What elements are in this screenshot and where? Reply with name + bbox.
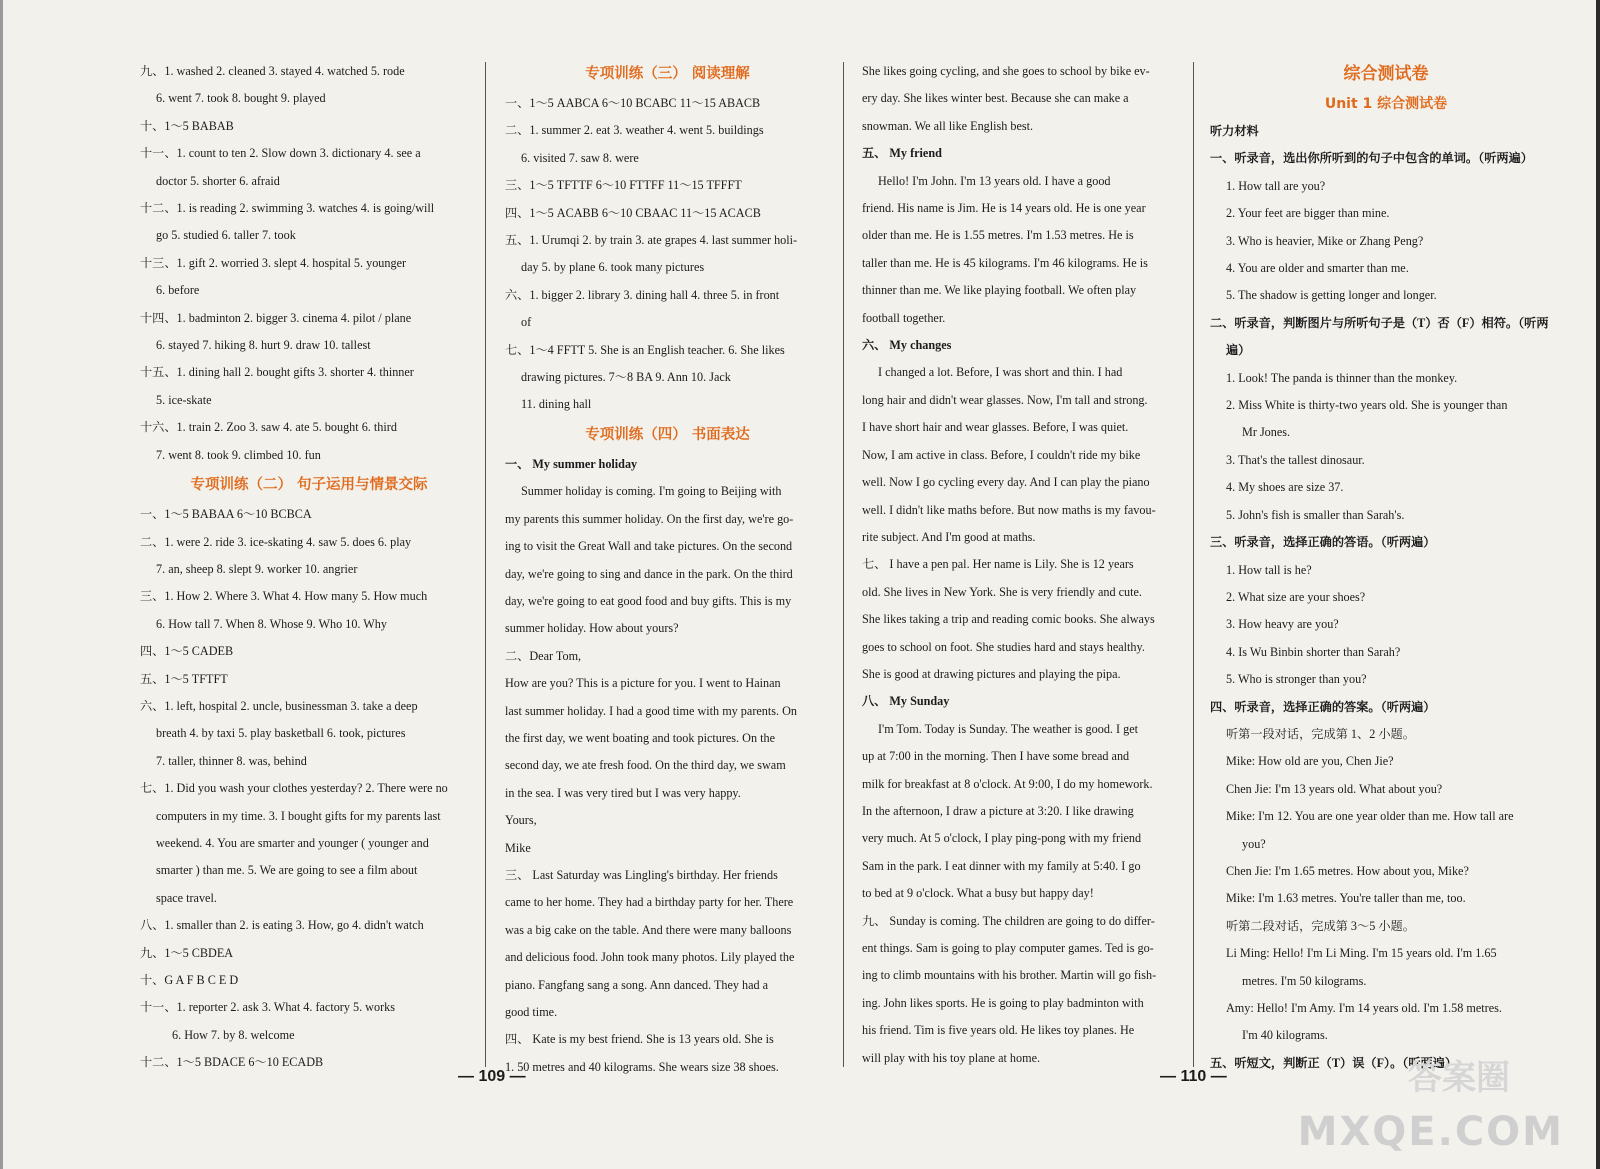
text-line: 八、1. smaller than 2. is eating 3. How, go 4. didn't watch [140, 918, 424, 933]
text-line: 八、 My Sunday [862, 694, 950, 709]
text-line: 5. The shadow is getting longer and longer. [1226, 288, 1437, 303]
section-heading: Unit 1 综合测试卷 [1324, 96, 1448, 112]
text-line: 十五、1. dining hall 2. bought gifts 3. shorter 4. thinner [140, 365, 414, 380]
text-line: 3. That's the tallest dinosaur. [1226, 452, 1365, 467]
text-line: ent things. Sam is going to play computer games. Ted is go- [862, 941, 1154, 955]
text-line: 三、 Last Saturday was Lingling's birthday. Her friends [505, 867, 778, 882]
text-line: ing to visit the Great Wall and take pictures. On the second [505, 539, 793, 554]
page-number-right: — 110 — [1160, 1068, 1227, 1085]
text-line: 三、听录音，选择正确的答语。（听两遍） [1210, 535, 1436, 550]
text-line: 九、1. washed 2. cleaned 3. stayed 4. watched 5. rode [140, 64, 405, 78]
text-line: 二、Dear Tom, [505, 648, 582, 663]
column-divider [485, 62, 486, 1067]
text-line: was a big cake on the table. And there were many balloons [505, 922, 792, 937]
text-line: 十二、1. is reading 2. swimming 3. watches 4. is going/will [140, 201, 435, 216]
text-line: 一、1～5 BABAA 6～10 BCBCA [140, 507, 312, 522]
text-line: goes to school on foot. She studies hard and stays healthy. [862, 639, 1145, 654]
text-line: 7. taller, thinner 8. was, behind [156, 753, 307, 768]
text-line: rite subject. And I'm good at maths. [862, 529, 1036, 544]
text-line: 六、1. bigger 2. library 3. dining hall 4. three 5. in front [505, 287, 780, 302]
text-line: 1. Look! The panda is thinner than the monkey. [1226, 370, 1458, 385]
text-line: the first day, we went boating and took pictures. On the [505, 730, 775, 745]
text-line: 4. Is Wu Binbin shorter than Sarah? [1226, 644, 1401, 659]
text-line: metres. I'm 50 kilograms. [1242, 973, 1367, 988]
text-line: 7. an, sheep 8. slept 9. worker 10. angrier [156, 561, 358, 576]
text-line: day, we're going to eat good food and buy gifts. This is my [505, 593, 792, 608]
text-line: you? [1242, 836, 1266, 851]
text-line: Yours, [505, 813, 537, 828]
text-line: Mike: How old are you, Chen Jie? [1226, 754, 1394, 769]
text-line: 1. How tall is he? [1226, 562, 1312, 577]
text-line: long hair and didn't wear glasses. Now, I'm tall and strong. [862, 392, 1148, 407]
text-line: 七、1～4 FFTT 5. She is an English teacher. 6. She likes [505, 342, 785, 357]
text-line: football together. [862, 310, 946, 325]
text-line: 十四、1. badminton 2. bigger 3. cinema 4. pilot / plane [140, 310, 412, 325]
watermark-url: MXQE.COM [1297, 1109, 1564, 1155]
text-line: 一、 My summer holiday [505, 456, 638, 471]
text-line: ery day. She likes winter best. Because she can make a [862, 91, 1129, 106]
text-line: doctor 5. shorter 6. afraid [156, 173, 280, 188]
text-line: in the sea. I was very tired but I was very happy. [505, 785, 741, 800]
section-heading: 综合测试卷 [1343, 64, 1429, 84]
text-line: Mike [505, 840, 531, 855]
text-line: will play with his toy plane at home. [862, 1050, 1041, 1065]
text-line: 十三、1. gift 2. worried 3. slept 4. hospital 5. younger [140, 255, 407, 270]
text-line: 十一、1. count to ten 2. Slow down 3. dictionary 4. see a [140, 146, 421, 161]
text-line: snowman. We all like English best. [862, 118, 1034, 133]
text-line: piano. Fangfang sang a song. Ann danced. They had a [505, 977, 769, 992]
text-line: 十一、1. reporter 2. ask 3. What 4. factory 5. works [140, 1000, 395, 1015]
text-line: came to her home. They had a birthday party for her. There [505, 895, 794, 910]
text-line: 5. John's fish is smaller than Sarah's. [1226, 507, 1405, 522]
text-line: I'm Tom. Today is Sunday. The weather is good. I get [878, 721, 1138, 736]
text-line: taller than me. He is 45 kilograms. I'm 46 kilograms. He is [862, 255, 1148, 270]
text-line: In the afternoon, I draw a picture at 3:20. I like drawing [862, 803, 1134, 818]
text-line: 九、 Sunday is coming. The children are going to do differ- [862, 913, 1155, 928]
text-line: weekend. 4. You are smarter and younger ( younger and [156, 835, 429, 850]
text-line: 四、1～5 ACABB 6～10 CBAAC 11～15 ACACB [505, 205, 761, 220]
text-line: Mike: I'm 1.63 metres. You're taller than me, too. [1226, 891, 1466, 906]
text-line: day, we're going to sing and dance in the park. On the third [505, 566, 793, 581]
text-line: 一、听录音，选出你所听到的句子中包含的单词。（听两遍） [1210, 151, 1533, 166]
column-1 [140, 58, 478, 1077]
text-line: summer holiday. How about yours? [505, 621, 679, 636]
text-line: How are you? This is a picture for you. I went to Hainan [505, 676, 781, 691]
text-line: 听第一段对话，完成第 1、2 小题。 [1226, 726, 1415, 741]
text-line: 11. dining hall [521, 397, 592, 412]
column-3 [862, 58, 1205, 1072]
text-line: old. She lives in New York. She is very friendly and cute. [862, 584, 1142, 599]
text-line: 2. Miss White is thirty-two years old. She is younger than [1226, 398, 1508, 413]
text-line: 4. You are older and smarter than me. [1226, 261, 1409, 276]
text-line: 6. before [156, 283, 200, 298]
text-line: 遍） [1226, 343, 1251, 358]
text-line: 七、 I have a pen pal. Her name is Lily. She is 12 years [862, 557, 1134, 572]
text-line: 九、1～5 CBDEA [140, 945, 234, 960]
text-line: 听力材料 [1210, 124, 1259, 138]
text-line: 十、G A F B C E D [140, 973, 239, 987]
text-line: 三、1～5 TFTTF 6～10 FTTFF 11～15 TFFFT [505, 178, 742, 193]
text-line: 五、1. Urumqi 2. by train 3. ate grapes 4. last summer holi- [505, 233, 798, 248]
text-line: 3. Who is heavier, Mike or Zhang Peng? [1226, 233, 1424, 248]
text-line: thinner than me. We like playing football. We often play [862, 283, 1137, 298]
watermark-logo: 答案圈 [1408, 1058, 1510, 1098]
right-edge [1596, 0, 1600, 1169]
section-heading: 专项训练（二） 句子运用与情景交际 [190, 477, 428, 494]
text-line: 六、 My changes [862, 338, 952, 353]
text-line: She likes going cycling, and she goes to school by bike ev- [862, 64, 1150, 78]
text-line: to bed at 9 o'clock. What a busy but happy day! [862, 886, 1094, 901]
text-line: and delicious food. John took many photos. Lily played the [505, 950, 795, 965]
text-line: 四、1～5 CADEB [140, 644, 234, 659]
text-line: drawing pictures. 7～8 BA 9. Ann 10. Jack [521, 370, 731, 385]
left-edge [0, 0, 3, 1169]
text-line: of [521, 315, 532, 330]
text-line: Hello! I'm John. I'm 13 years old. I have a good [878, 173, 1111, 188]
text-line: Now, I am active in class. Before, I couldn't ride my bike [862, 447, 1141, 462]
text-line: computers in my time. 3. I bought gifts for my parents last [156, 808, 441, 823]
text-line: day 5. by plane 6. took many pictures [521, 260, 705, 275]
text-line: go 5. studied 6. taller 7. took [156, 228, 296, 243]
column-4 [1210, 58, 1562, 1077]
text-line: I have short hair and wear glasses. Before, I was quiet. [862, 420, 1129, 435]
text-line: 6. How tall 7. When 8. Whose 9. Who 10. Why [156, 616, 387, 631]
text-line: She likes taking a trip and reading comic books. She always [862, 612, 1155, 627]
text-line: good time. [505, 1005, 558, 1019]
text-line: 1. 50 metres and 40 kilograms. She wears size 38 shoes. [505, 1059, 779, 1074]
text-line: 二、1. were 2. ride 3. ice-skating 4. saw 5. does 6. play [140, 534, 412, 549]
text-line: 一、1～5 AABCA 6～10 BCABC 11～15 ABACB [505, 96, 761, 110]
text-line: I changed a lot. Before, I was short and thin. I had [878, 365, 1123, 380]
text-line: 四、 Kate is my best friend. She is 13 years old. She is [505, 1032, 774, 1047]
text-line: 二、1. summer 2. eat 3. weather 4. went 5. buildings [505, 123, 764, 138]
text-line: well. Now I go cycling every day. And I can play the piano [862, 475, 1150, 490]
text-line: very much. At 5 o'clock, I play ping-pong with my friend [862, 831, 1142, 846]
text-line: milk for breakfast at 8 o'clock. At 9:00, I do my homework. [862, 776, 1153, 791]
text-line: Summer holiday is coming. I'm going to Beijing with [521, 484, 782, 499]
text-line: 二、听录音，判断图片与所听句子是（T）否（F）相符。（听两 [1210, 315, 1549, 330]
text-line: Chen Jie: I'm 1.65 metres. How about you, Mike? [1226, 863, 1469, 878]
text-line: 7. went 8. took 9. climbed 10. fun [156, 447, 321, 462]
text-line: I'm 40 kilograms. [1242, 1028, 1328, 1043]
text-line: 三、1. How 2. Where 3. What 4. How many 5. How much [140, 589, 428, 604]
text-line: 4. My shoes are size 37. [1226, 480, 1344, 495]
text-line: 六、1. left, hospital 2. uncle, businessman 3. take a deep [140, 698, 418, 713]
text-line: 5. Who is stronger than you? [1226, 672, 1367, 687]
text-line: friend. His name is Jim. He is 14 years old. He is one year [862, 201, 1146, 216]
text-line: 七、1. Did you wash your clothes yesterday? 2. There were no [140, 781, 448, 796]
text-line: 十二、1～5 BDACE 6～10 ECADB [140, 1055, 324, 1070]
text-line: ing. John likes sports. He is going to play badminton with [862, 995, 1144, 1010]
section-heading: 专项训练（四） 书面表达 [585, 426, 750, 443]
text-line: Li Ming: Hello! I'm Li Ming. I'm 15 years old. I'm 1.65 [1226, 946, 1497, 961]
text-line: 1. How tall are you? [1226, 178, 1326, 193]
text-line: 五、听短文，判断正（T）误（F）。（听两遍） [1210, 1055, 1458, 1070]
text-line: his friend. Tim is five years old. He likes toy planes. He [862, 1023, 1135, 1038]
page-number-left: — 109 — [458, 1068, 526, 1085]
text-line: She is good at drawing pictures and playing the pipa. [862, 666, 1121, 681]
text-line: 6. went 7. took 8. bought 9. played [156, 91, 326, 106]
text-line: ing to climb mountains with his brother. Martin will go fish- [862, 968, 1157, 983]
text-line: 五、 My friend [862, 146, 942, 161]
text-line: Chen Jie: I'm 13 years old. What about you? [1226, 781, 1443, 796]
text-line: smarter ) than me. 5. We are going to see a film about [156, 863, 418, 878]
text-line: 听第二段对话，完成第 3～5 小题。 [1226, 918, 1415, 933]
text-line: space travel. [156, 890, 217, 905]
text-line: Sam in the park. I eat dinner with my family at 5:40. I go [862, 858, 1141, 873]
text-line: breath 4. by taxi 5. play basketball 6. took, pictures [156, 726, 406, 741]
text-line: 6. stayed 7. hiking 8. hurt 9. draw 10. tallest [156, 338, 371, 353]
text-line: Amy: Hello! I'm Amy. I'm 14 years old. I'm 1.58 metres. [1226, 1001, 1502, 1015]
text-line: second day, we ate fresh food. On the third day, we swam [505, 758, 786, 773]
text-line: 5. ice-skate [156, 392, 212, 407]
text-line: older than me. He is 1.55 metres. I'm 1.53 metres. He is [862, 228, 1134, 243]
column-divider [843, 62, 844, 1067]
column-2 [505, 58, 830, 1081]
text-line: 五、1～5 TFTFT [140, 671, 228, 686]
text-line: 十、1～5 BABAB [140, 118, 234, 133]
text-line: 2. Your feet are bigger than mine. [1226, 206, 1390, 221]
text-line: 2. What size are your shoes? [1226, 589, 1366, 604]
text-line: 四、听录音，选择正确的答案。（听两遍） [1210, 699, 1436, 714]
text-line: my parents this summer holiday. On the first day, we're go- [505, 511, 794, 526]
text-line: Mike: I'm 12. You are one year older than me. How tall are [1226, 809, 1514, 824]
text-line: Mr Jones. [1242, 425, 1291, 440]
text-line: 十六、1. train 2. Zoo 3. saw 4. ate 5. bought 6. third [140, 420, 397, 435]
text-line: well. I didn't like maths before. But now maths is my favou- [862, 502, 1156, 517]
section-heading: 专项训练（三） 阅读理解 [585, 66, 750, 82]
text-line: 6. visited 7. saw 8. were [521, 150, 639, 165]
text-line: 6. How 7. by 8. welcome [172, 1027, 295, 1042]
text-line: 3. How heavy are you? [1226, 617, 1339, 632]
text-line: last summer holiday. I had a good time with my parents. On [505, 703, 797, 718]
text-line: up at 7:00 in the morning. Then I have some bread and [862, 749, 1130, 764]
